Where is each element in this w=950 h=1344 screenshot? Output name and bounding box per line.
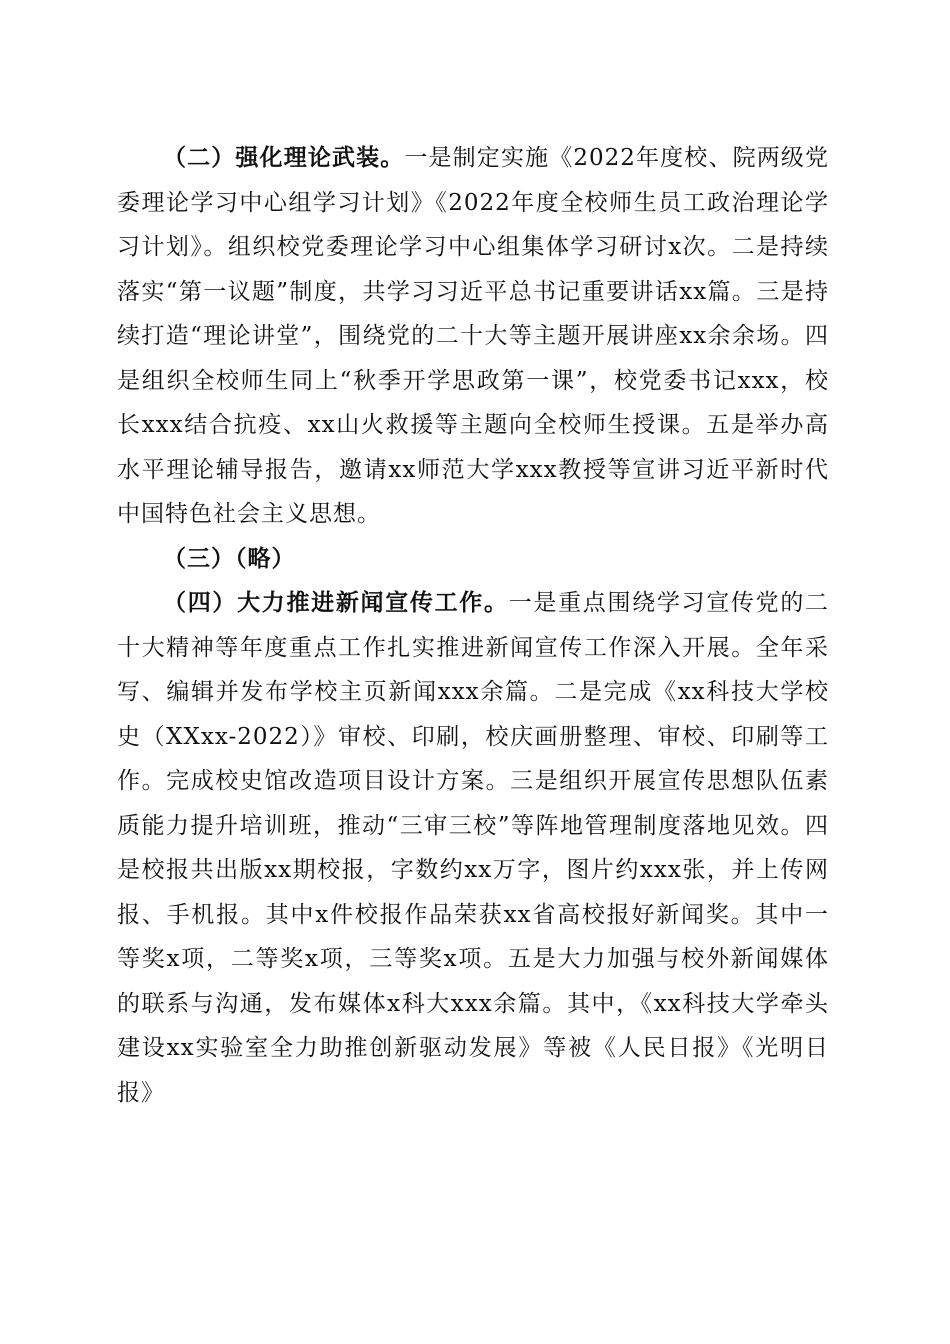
document-body bbox=[117, 136, 829, 1115]
section-heading: （四）大力推进新闻宣传工作。 bbox=[163, 590, 509, 616]
section-heading: （二）强化理论武装。 bbox=[163, 145, 405, 171]
section-heading: （三）（略） bbox=[163, 545, 296, 572]
paragraph-omitted bbox=[117, 537, 829, 582]
paragraph-text: 一是制定实施《2022年度校、院两级党委理论学习中心组学习计划》《2022年度全校师生员工政治理论学习计划》。组织校党委理论学习中心组集体学习研讨x次。二是持续落实“第一议题”制度，共学习习近平总书记重要讲话xx篇。三是持续打造“理论讲堂”，围绕党的二十大等主题开展讲座xx余余场。四是组织全校师生同上“秋季开学思政第一课”，校党委书记xxx，校长xxx结合抗疫、xx山火救援等主题向全校师生授课。五是举办高水平理论辅导报告，邀请xx师范大学xxx教授等宣讲习近平新时代中国特色社会主义思想。 bbox=[117, 145, 829, 527]
paragraph-text: 一是重点围绕学习宣传党的二十大精神等年度重点工作扎实推进新闻宣传工作深入开展。全年采写、编辑并发布学校主页新闻xxx余篇。二是完成《xx科技大学校史（XXxx-2022）》审校、印刷，校庆画册整理、审校、印刷等工作。完成校史馆改造项目设计方案。三是组织开展宣传思想队伍素质能力提升培训班，推动“三审三校”等阵地管理制度落地见效。四是校报共出版xx期校报，字数约xx万字，图片约xxx张，并上传网报、手机报。其中x件校报作品荣获xx省高校报好新闻奖。其中一等奖x项，二等奖x项，三等奖x项。五是大力加强与校外新闻媒体的联系与沟通，发布媒体x科大xxx余篇。其中，《xx科技大学牵头建设xx实验室全力助推创新驱动发展》等被《人民日报》《光明日报》 bbox=[117, 590, 830, 1106]
paragraph-news-publicity bbox=[117, 581, 829, 1115]
paragraph-strengthen-theory bbox=[117, 136, 829, 537]
